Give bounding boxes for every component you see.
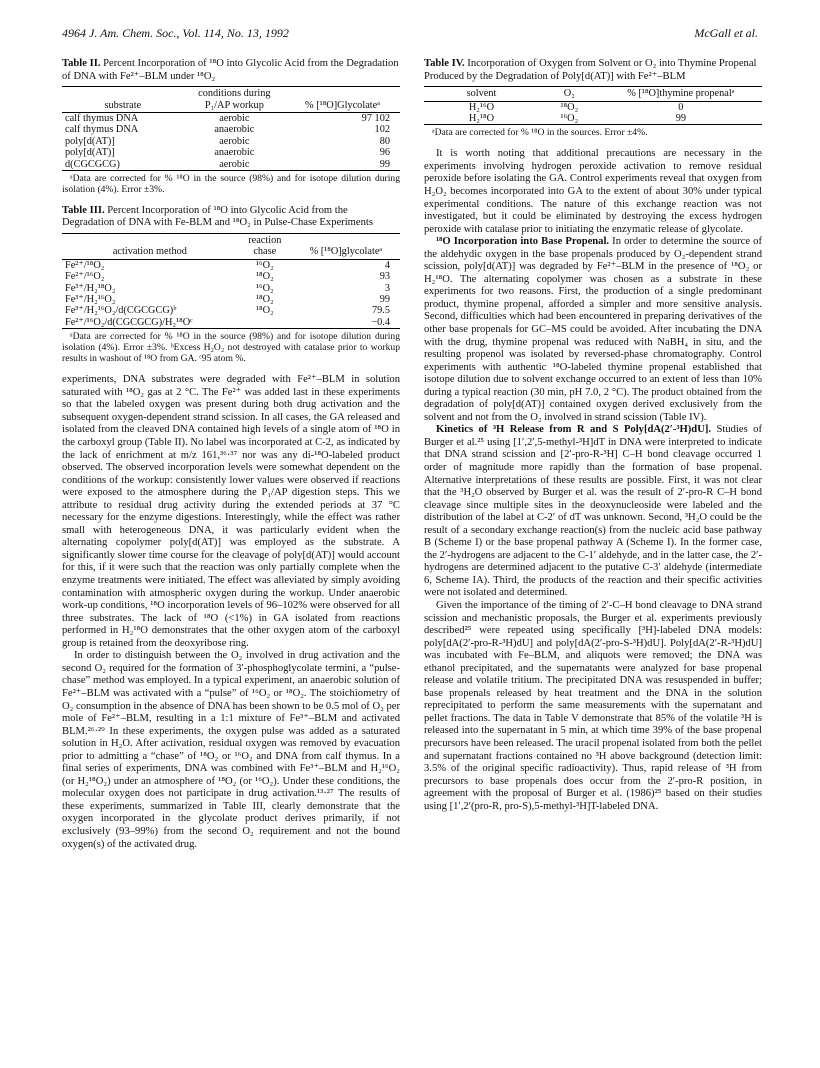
table-cell: poly[d(AT)]: [65, 135, 115, 147]
table-cell: aerobic: [219, 135, 250, 147]
left-column: [62, 58, 400, 851]
section-text: Studies of Burger et al.²⁵ using [1′,2′,5-methyl-³H]dT in DNA were interpreted to indicate that DNA strand scission and [2′-pro-R-³H] C–H bond cleavage occurred 1 order of magnitude more rapidly than the formation of base propenal. Alternative interpretations of these results are possible. First, it was not clear that the ³H₂O observed by Burger et al. was the result of 2′-pro-R C–H bond cleavage since multiple sites in the deoxynucleoside were labeled and the distribution of the label at C-2′ of dT was unknown. Second, ³H₂O could be the result of a secondary exchange reaction(s) from the nucleic acid base pathway B (Scheme I) or the base propenal pathway A (Scheme I). In the former case, the 2′-hydrogens are adjacent to the C-1′ aldehyde, and in the latter case, the 2′-hydrogens are determined adjacent to the putative C-3′ aldehyde (intermediate 6, Scheme IA). Third, the products of the reaction and their specific activities were not isolated and determined.: [424, 424, 762, 599]
table-cell: −0.4: [292, 317, 400, 329]
table-cell: Fe³⁺/H₂¹⁶O₂/d(CGCGCG)ᵇ: [65, 305, 177, 317]
table4-header-solvent: solvent: [424, 87, 539, 101]
table3: [62, 233, 400, 329]
table4-footnote: ᵃData are corrected for % ¹⁸O in the sources. Error ±4%.: [432, 127, 648, 139]
table3-caption-text: Percent Incorporation of ¹⁸O into Glycolic Acid from the Degradation of DNA with Fe-BLM and ¹⁸O₂ in Pulse-Chase Experiments: [62, 204, 373, 229]
table4-caption: [424, 58, 762, 83]
table-row: [62, 259, 400, 271]
table-row: [424, 101, 762, 113]
table-cell: ¹⁸O₂: [255, 294, 274, 306]
table4-caption-text: Incorporation of Oxygen from Solvent or O₂ into Thymine Propenal Produced by the Degradation of Poly[d(AT)] with Fe²⁺–BLM: [424, 58, 757, 82]
table-row: [424, 113, 762, 125]
table-cell: Fe²⁺/¹⁶O₂: [65, 271, 105, 283]
table-cell: ¹⁶O₂: [539, 113, 600, 125]
table2-label: Table II.: [62, 58, 101, 69]
table-row: [62, 294, 400, 305]
right-column: [424, 58, 762, 813]
table-cell: 99: [600, 113, 762, 125]
table-cell: 93: [379, 271, 390, 283]
table-cell: Fe²⁺/¹⁸O₂: [65, 259, 105, 271]
table-cell: 4: [384, 259, 390, 271]
table3-label: Table III.: [62, 204, 105, 216]
table3-header-chase: reaction chase: [238, 234, 292, 260]
section-text: In order to determine the source of the aldehydic oxygen in the base propenals produced by O₂-dependent strand scission, poly[d(AT)] was degraded by Fe²⁺–BLM in the presence of ¹⁸O₂ or H₂¹⁸O. The alternating copolymer was chosen as a substrate in these experiments for two reasons. First, the production of a single predominant product, thymine propenal, afforded a simpler and more sensitive analysis. Second, difficulties which had been encountered in preparing derivatives of the other base propenals for GC–MS could be avoided. After incubating the DNA with the drug, thymine propenal was reduced with NaBH₄ in situ, and the resulting propenol was isolated by reversed-phase chromatography. Control experiments with authentic ¹⁸O-labeled thymine propenal established that isotope dilution due to solvent exchange occurred to an extent of less than 10% during a typical reaction (30 min, pH 7.0, 2 °C). The product obtained from the degradation of poly[d(AT)] contained oxygen derived exclusively from the solvent and not from the O₂ involved in strand scission (Table IV).: [424, 236, 762, 423]
table2-header-substrate: substrate: [62, 87, 184, 113]
table-cell: Fe²⁺/¹⁶O₂/d(CGCGCG)/H₂¹⁸Oᶜ: [62, 317, 238, 329]
table-cell: ¹⁸O₂: [255, 271, 274, 283]
table-cell: [238, 317, 292, 329]
section-paragraph: [424, 236, 762, 424]
table3-footnote: ᵃData are corrected for % ¹⁸O in the source (98%) and for isotope dilution during isolation (4%). Error ±3%. ᵇExcess H₂O₂ not destroyed with catalase prior to workup results in washout of ¹⁸O from GA. ᶜ95 atom %.: [62, 331, 400, 365]
table3-caption: [62, 205, 400, 230]
table-cell: 97 102: [361, 112, 390, 124]
table-row: [62, 136, 400, 147]
table-row: [62, 305, 400, 316]
table4: [424, 86, 762, 125]
table3-header-glycolate: % [¹⁸O]glycolateᵃ: [292, 234, 400, 260]
body-paragraph: In order to distinguish between the O₂ involved in drug activation and the second O₂ required for the formation of 3′-phosphoglycolate termini, a “pulse-chase” method was employed. In a typical experiment, an anaerobic solution of Fe²⁺–BLM was activated with a “pulse” of ¹⁶O₂ or ¹⁸O₂. The stoichiometry of O₂ consumption in the absence of DNA has been shown to be 0.5 mol of O₂ per mole of Fe²⁺–BLM, resulting in a 1:1 mixture of Fe³⁺–BLM and activated BLM.²⁶·²⁹ In these experiments, the oxygen pulse was added as a saturated solution in H₂O. After activation, residual oxygen was removed by evacuation prior to admitting a “chase” of ¹⁸O₂ or ¹⁶O₂ and DNA from calf thymus. In a final series of experiments, DNA was combined with Fe³⁺–BLM and H₂¹⁶O₂ (or H₂¹⁸O₂) under an atmosphere of ¹⁸O₂ (or ¹⁶O₂). Under these conditions, the molecular oxygen does not participate in drug activation.¹³·²⁷ The results of these experiments, summarized in Table III, clearly demonstrate that the oxygen incorporated in the glycolate product derives primarily, if not exclusively (93–99%) from the second O₂ requirement and not the bound oxygen(s) of the activated drug.: [62, 650, 400, 850]
table4-label: Table IV.: [424, 58, 465, 69]
table4-header-o2: O₂: [539, 87, 600, 101]
table-cell: ¹⁸O₂: [255, 305, 274, 317]
table2-header-glycolate: % [¹⁸O]Glycolateᵃ: [285, 87, 400, 113]
table-row: [62, 147, 400, 158]
table-cell: aerobic: [219, 112, 250, 124]
table-cell: Fe³⁺/H₂¹⁶O₂: [65, 294, 116, 306]
table2: [62, 86, 400, 171]
table-cell: anaerobic: [214, 124, 255, 136]
table-row: [62, 159, 400, 171]
table-cell: poly[d(AT)]: [65, 147, 115, 159]
table-row: [62, 112, 400, 124]
table-cell: ¹⁶O₂: [255, 259, 274, 271]
table2-caption: [62, 58, 400, 83]
table-cell: 79.5: [371, 305, 390, 317]
author-header: McGall et al.: [694, 26, 758, 40]
table3-header-activation: activation method: [62, 234, 238, 260]
section-heading: Kinetics of ³H Release from R and S Poly[dA(2′-³H)dU].: [436, 424, 712, 436]
table-cell: d(CGCGCG): [62, 159, 184, 171]
table-cell: aerobic: [184, 159, 285, 171]
table-cell: H₂¹⁸O: [424, 113, 539, 125]
table-cell: calf thymus DNA: [65, 124, 139, 136]
table-cell: 80: [379, 135, 390, 147]
table-cell: ¹⁶O₂: [255, 282, 274, 294]
section-heading: ¹⁸O Incorporation into Base Propenal.: [436, 236, 610, 248]
table-cell: anaerobic: [214, 147, 255, 159]
table-cell: ¹⁸O₂: [560, 101, 579, 113]
section-paragraph: [424, 424, 762, 600]
body-paragraph: It is worth noting that additional precautions are necessary in the experiments involving hydrogen peroxide activation to remove residual peroxide before isolating the GA. Control experiments reveal that oxygen from H₂O₂ becomes incorporated into GA to the extent of about 30% under typical experimental conditions. The nature of this exchange reaction was not investigated, but it could be eliminated by destroying the excess hydrogen peroxide with catalase prior to initiating the enzymatic release of glycolate.: [424, 148, 762, 235]
table-cell: H₂¹⁶O: [468, 101, 495, 113]
table-row: [62, 124, 400, 135]
table4-header-propenal: % [¹⁸O]thymine propenalᵃ: [600, 87, 762, 101]
table-cell: 0: [678, 101, 684, 113]
table-cell: 99: [285, 159, 400, 171]
table2-footnote: ᵃData are corrected for % ¹⁸O in the source (98%) and for isotope dilution during isolation (4%). Error ±3%.: [62, 172, 400, 195]
table-cell: 3: [384, 282, 390, 294]
body-paragraph: experiments, DNA substrates were degraded with Fe²⁺–BLM in solution saturated with ¹⁸O₂ gas at 2 °C. The Fe²⁺ was added last in these experiments so that the labeled oxygen was present during both drug activation and the subsequent oxygen-dependent strand scission. In all cases, the GA released and isolated from the cleaved DNA contained high levels of a single atom of ¹⁸O in the carboxyl group (Table II). No label was incorporated at C-2, as indicated by the lack of enrichment at m/z 161,³⁶·³⁷ nor was any di-¹⁸O-labeled product observed. The observed incorporation levels were somewhat dependent on the conditions of the workup: consistently lower values were observed if reactions were exposed to the atmosphere during the P₁/AP digestion steps. This we attribute to residual drug activity during the extended periods at 37 °C necessary for the enzyme digestions. Interestingly, while the effect was rather small with heterogeneous DNA, it was particularly evident when the alternating copolymer poly[d(AT)] was employed as the substrate. A significantly slower time course for the cleavage of poly[d(AT)] would account for this, if it were such that the reaction was only partially complete when the enzyme treatments were initiated. The effect was alleviated by simply avoiding contamination with atmospheric oxygen during the workup. Under anaerobic work-up conditions, ¹⁸O incorporation levels of 96–102% were observed for all three substrates. The lack of ¹⁸O (<1%) in GA isolated from reactions performed in H₂¹⁸O demonstrates that the other oxygen atom of the carboxyl group is retained from the deoxyribose ring.: [62, 374, 400, 649]
table-row: [62, 317, 400, 329]
body-paragraph: Given the importance of the timing of 2′-C–H bond cleavage to DNA strand scission and mechanistic proposals, the Burger et al. experiments previously described²⁵ were repeated using specifically [³H]-labeled DNA models: poly[dA(2′-pro-R-³H)dU] and poly[dA(2′-pro-S-³H)dU]. Poly[dA(2′-R-³H)dU] was incubated with Fe–BLM, and aliquots were removed; the DNA was ethanol precipitated, and the supernatants were analyzed for base propenal release and volatile tritium. The precipitated DNA was resuspended in buffer; base propenals released by heat treatment and the DNA in the solution reprecipitated to perform the same measurements with the supernatant and pellet fractions. The data in Table V demonstrate that 85% of the volatile ³H is released into the supernatant in 5 min, at which time 39% of the base propenal precursors have been released. The uracil propenal isolated from both the pellet and supernatant fractions contained no ³H above background (detection limit: 3.5% of the original specific radioactivity). Thus, rapid release of ³H from precursors to base propenals does occur from the 2′-pro-R position, in agreement with the proposal of Burger et al. (1986)²⁵ based on their studies using [1′,2′(pro-R, pro-S),5-methyl-³H]T-labeled DNA.: [424, 600, 762, 812]
journal-citation: 4964 J. Am. Chem. Soc., Vol. 114, No. 13, 1992: [62, 26, 289, 40]
running-header: [62, 26, 758, 46]
table-cell: 102: [374, 124, 390, 136]
table-row: [62, 283, 400, 294]
table-row: [62, 271, 400, 282]
table-cell: 96: [379, 147, 390, 159]
table-cell: Fe³⁺/H₂¹⁸O₂: [65, 282, 116, 294]
table-cell: 99: [379, 294, 390, 306]
table2-caption-text: Percent Incorporation of ¹⁸O into Glycolic Acid from the Degradation of DNA with Fe²⁺–BLM under ¹⁸O₂: [62, 58, 399, 82]
table-cell: calf thymus DNA: [65, 112, 139, 124]
table2-header-conditions: conditions during P₁/AP workup: [184, 87, 285, 113]
